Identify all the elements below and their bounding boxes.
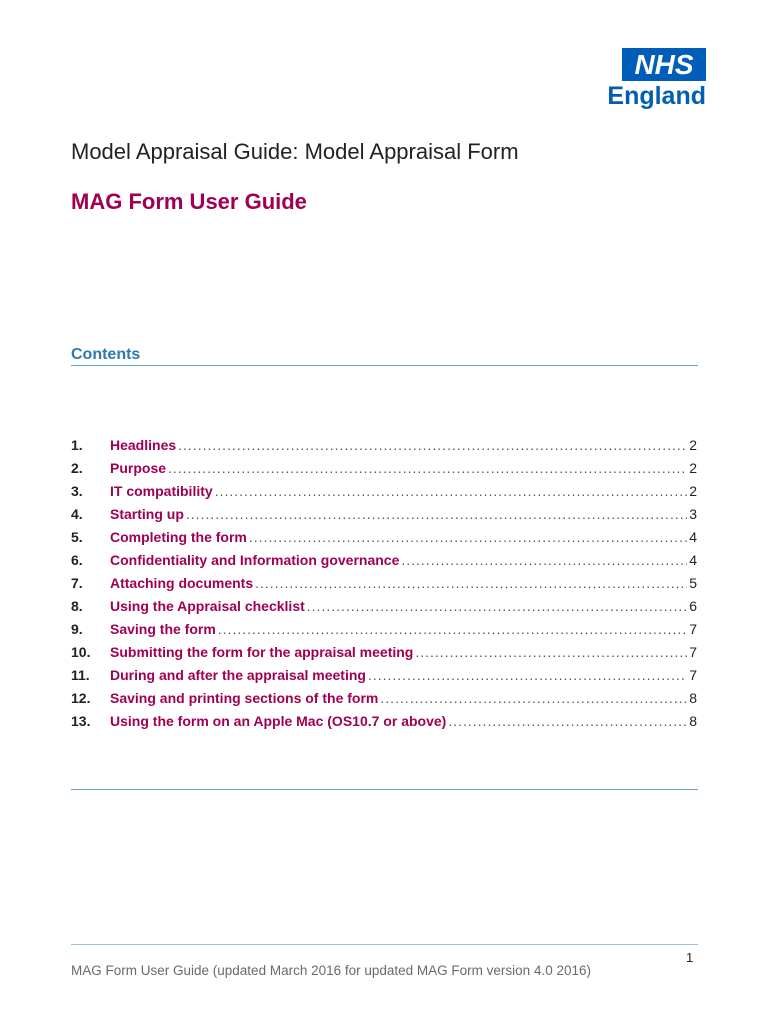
toc-leader-dots: [178, 437, 687, 453]
toc-link[interactable]: Saving the form: [110, 621, 216, 637]
toc-number: 4.: [71, 506, 83, 522]
toc-leader-dots: [168, 460, 687, 476]
toc-link[interactable]: Confidentiality and Information governance: [110, 552, 400, 568]
toc-link[interactable]: IT compatibility: [110, 483, 213, 499]
toc-page-number: 4: [689, 529, 697, 545]
toc-link[interactable]: Attaching documents: [110, 575, 254, 591]
document-subtitle: MAG Form User Guide: [71, 189, 307, 214]
toc-leader-dots: [380, 690, 687, 706]
contents-divider-top: [71, 365, 698, 366]
toc-page-number: 2: [689, 483, 697, 499]
toc-number: 7.: [71, 575, 83, 591]
toc-page-number: 4: [689, 552, 697, 568]
toc-page-number: 3: [689, 506, 697, 522]
toc-page-number: 8: [689, 690, 697, 706]
toc-entry[interactable]: [71, 529, 697, 552]
toc-number: 1.: [71, 437, 83, 453]
toc-number: 12.: [71, 690, 91, 706]
toc-entry[interactable]: [71, 621, 697, 644]
footer-divider: [71, 944, 698, 945]
toc-number: 10.: [71, 644, 91, 660]
toc-entry[interactable]: [71, 644, 697, 667]
toc-leader-dots: [415, 644, 687, 660]
toc-link[interactable]: Completing the form: [110, 529, 247, 545]
toc-entry[interactable]: [71, 690, 697, 713]
toc-link[interactable]: During and after the appraisal meeting: [110, 667, 366, 683]
toc-page-number: 7: [689, 644, 697, 660]
toc-page-number: 5: [689, 575, 697, 591]
toc-link[interactable]: Purpose: [110, 460, 167, 476]
toc-number: 13.: [71, 713, 91, 729]
toc-link[interactable]: Using the Appraisal checklist: [110, 598, 305, 614]
toc-leader-dots: [401, 552, 687, 568]
toc-page-number: 2: [689, 437, 697, 453]
toc-link[interactable]: Headlines: [110, 437, 177, 453]
toc-entry[interactable]: [71, 552, 697, 575]
toc-leader-dots: [218, 621, 687, 637]
toc-link[interactable]: Submitting the form for the appraisal meeting: [110, 644, 414, 660]
toc-link[interactable]: Using the form on an Apple Mac (OS10.7 or above): [110, 713, 447, 729]
logo-region-name: England: [607, 82, 706, 110]
toc-page-number: 7: [689, 667, 697, 683]
toc-number: 9.: [71, 621, 83, 637]
table-of-contents: [71, 437, 697, 736]
toc-number: 11.: [71, 667, 90, 683]
page-number: 1: [686, 950, 694, 965]
toc-leader-dots: [368, 667, 687, 683]
nhs-england-logo: [596, 48, 706, 112]
toc-leader-dots: [249, 529, 687, 545]
nhs-logo-mark: NHS: [622, 48, 706, 81]
toc-leader-dots: [448, 713, 687, 729]
contents-heading: Contents: [71, 346, 141, 363]
toc-entry[interactable]: [71, 575, 697, 598]
toc-link[interactable]: Starting up: [110, 506, 184, 522]
toc-number: 8.: [71, 598, 83, 614]
toc-number: 2.: [71, 460, 83, 476]
toc-page-number: 2: [689, 460, 697, 476]
toc-entry[interactable]: [71, 598, 697, 621]
toc-entry[interactable]: [71, 506, 697, 529]
toc-link[interactable]: Saving and printing sections of the form: [110, 690, 379, 706]
footer-text: MAG Form User Guide (updated March 2016 for updated MAG Form version 4.0 2016): [71, 963, 591, 978]
contents-divider-bottom: [71, 789, 698, 790]
toc-number: 6.: [71, 552, 83, 568]
toc-number: 3.: [71, 483, 83, 499]
toc-entry[interactable]: [71, 460, 697, 483]
toc-page-number: 8: [689, 713, 697, 729]
toc-entry[interactable]: [71, 713, 697, 736]
toc-leader-dots: [307, 598, 687, 614]
toc-entry[interactable]: [71, 667, 697, 690]
toc-leader-dots: [255, 575, 687, 591]
toc-number: 5.: [71, 529, 83, 545]
toc-leader-dots: [215, 483, 688, 499]
toc-leader-dots: [186, 506, 687, 522]
toc-page-number: 6: [689, 598, 697, 614]
toc-entry[interactable]: [71, 437, 697, 460]
document-title: Model Appraisal Guide: Model Appraisal Form: [71, 139, 519, 164]
toc-page-number: 7: [689, 621, 697, 637]
toc-entry[interactable]: [71, 483, 697, 506]
